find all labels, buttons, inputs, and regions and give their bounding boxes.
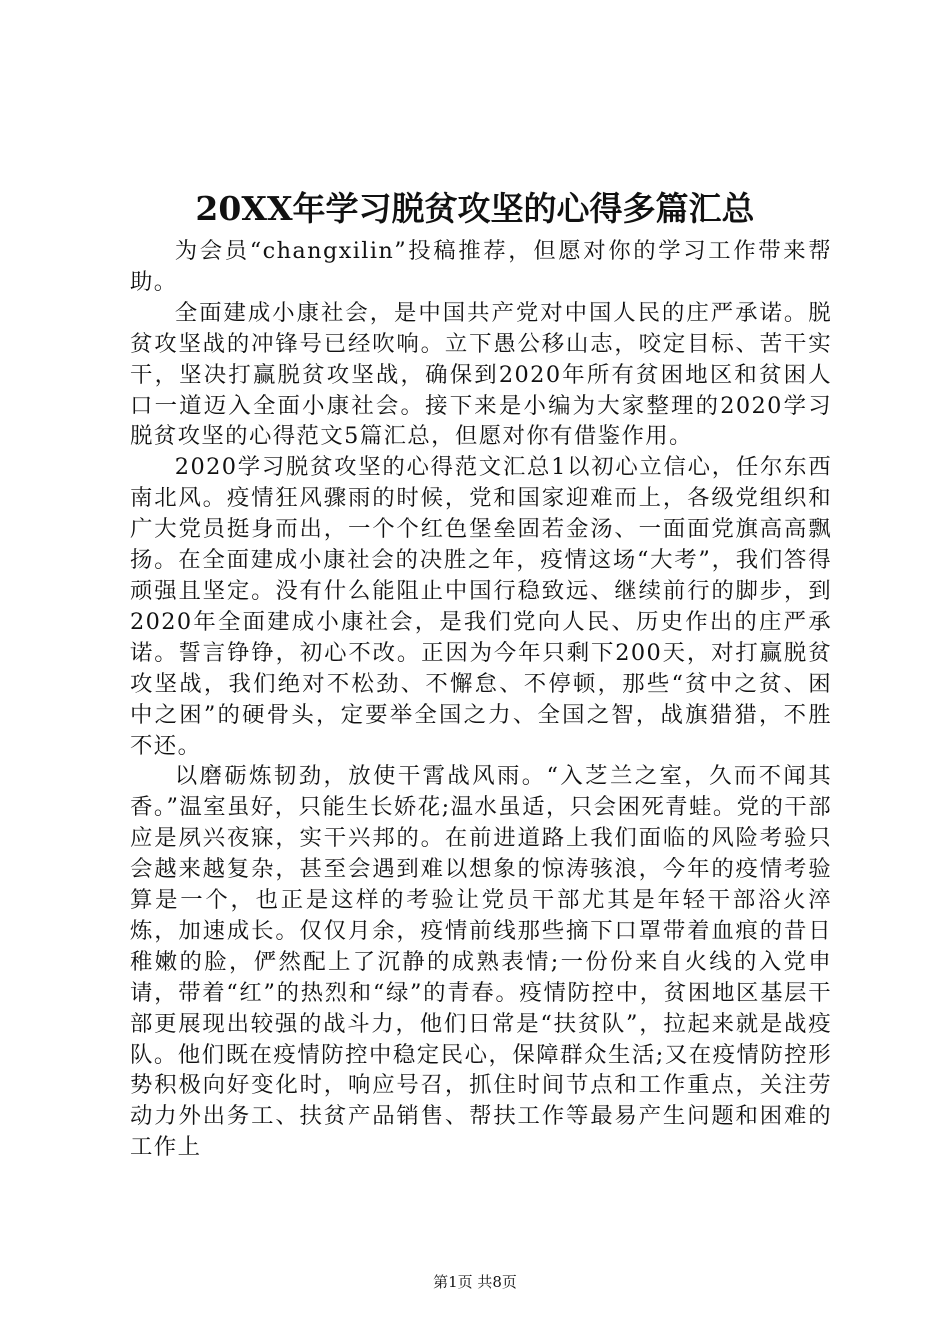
document-title: 20XX年学习脱贫攻坚的心得多篇汇总	[195, 189, 755, 228]
document-body	[130, 236, 832, 1163]
paragraph-essay-1-part-1: 2020学习脱贫攻坚的心得范文汇总1以初心立信心，任尔东西南北风。疫情狂风骤雨的时候，党和国家迎难而上，各级党组织和广大党员挺身而出，一个个红色堡垒固若金汤、一面面党旗高高飘扬。在全面建成小康社会的决胜之年，疫情这场“大考”，我们答得顽强且坚定。没有什么能阻止中国行稳致远、继续前行的脚步，到2020年全面建成小康社会，是我们党向人民、历史作出的庄严承诺。誓言铮铮，初心不改。正因为今年只剩下200天，对打赢脱贫攻坚战，我们绝对不松劲、不懈怠、不停顿，那些“贫中之贫、困中之困”的硬骨头，定要举全国之力、全国之智，战旗猎猎，不胜不还。	[130, 454, 832, 759]
paragraph-overview: 全面建成小康社会，是中国共产党对中国人民的庄严承诺。脱贫攻坚战的冲锋号已经吹响。立下愚公移山志，咬定目标、苦干实干，坚决打赢脱贫攻坚战，确保到2020年所有贫困地区和贫困人口一道迈入全面小康社会。接下来是小编为大家整理的2020学习脱贫攻坚的心得范文5篇汇总，但愿对你有借鉴作用。	[130, 299, 832, 450]
page-number-footer: 第1页 共8页	[433, 1273, 517, 1291]
paragraph-essay-1-part-2: 以磨砺炼韧劲，放使干霄战风雨。“入芝兰之室，久而不闻其香。”温室虽好，只能生长娇花;温水虽适，只会困死青蛙。党的干部应是夙兴夜寐，实干兴邦的。在前进道路上我们面临的风险考验只会越来越复杂，甚至会遇到难以想象的惊涛骇浪，今年的疫情考验算是一个，也正是这样的考验让党员干部尤其是年轻干部浴火淬炼，加速成长。仅仅月余，疫情前线那些摘下口罩带着血痕的昔日稚嫩的脸，俨然配上了沉静的成熟表情;一份份来自火线的入党申请，带着“红”的热烈和“绿”的青春。疫情防控中，贫困地区基层干部更展现出较强的战斗力，他们日常是“扶贫队”，拉起来就是战疫队。他们既在疫情防控中稳定民心，保障群众生活;又在疫情防控形势积极向好变化时，响应号召，抓住时间节点和工作重点，关注劳动力外出务工、扶贫产品销售、帮扶工作等最易产生问题和困难的工作上	[130, 763, 832, 1161]
paragraph-intro: 为会员“changxilin”投稿推荐，但愿对你的学习工作带来帮助。	[130, 238, 832, 295]
